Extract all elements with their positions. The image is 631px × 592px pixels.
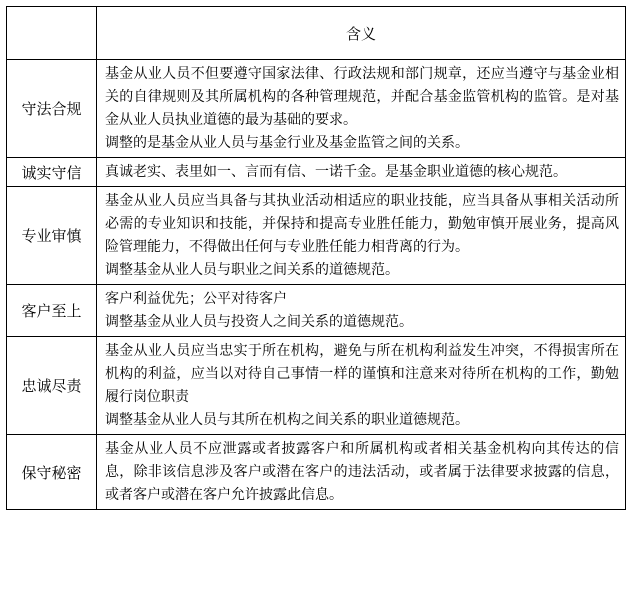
term-cell: 保守秘密 [7,435,97,510]
description-line: 基金从业人员不应泄露或者披露客户和所属机构或者相关基金机构向其传达的信息，除非该信息涉及客户或潜在客户的违法活动，或者属于法律要求披露的信息，或者客户或潜在客户允许披露此信息。 [105,441,619,503]
description-line: 调整基金从业人员与投资人之间关系的道德规范。 [105,314,413,330]
description-line: 基金从业人员应当忠实于所在机构，避免与所在机构利益发生冲突，不得损害所在机构的利益，应当以对待自己事情一样的谨慎和注意来对待所在机构的工作，勤勉履行岗位职责 [105,343,619,405]
header-row [7,7,626,60]
table-row [7,60,626,158]
header-cell-term [7,7,97,60]
description-cell [97,187,626,285]
description-line: 调整的是基金从业人员与基金行业及基金监管之间的关系。 [105,135,469,151]
description-cell [97,158,626,187]
description-cell [97,337,626,435]
description-cell [97,60,626,158]
header-cell-meaning: 含义 [97,7,626,60]
description-cell [97,285,626,337]
table-row [7,285,626,337]
description-line: 基金从业人员应当具备与其执业活动相适应的职业技能，应当具备从事相关活动所必需的专业知识和技能，并保持和提高专业胜任能力，勤勉审慎开展业务，提高风险管理能力，不得做出任何与专业胜任能力相背离的行为。 [105,193,619,255]
term-cell: 守法合规 [7,60,97,158]
term-cell: 忠诚尽责 [7,337,97,435]
term-cell: 客户至上 [7,285,97,337]
table-row [7,435,626,510]
description-line: 真诚老实、表里如一、言而有信、一诺千金。是基金职业道德的核心规范。 [105,164,567,180]
table-row [7,187,626,285]
description-line: 基金从业人员不但要遵守国家法律、行政法规和部门规章，还应当遵守与基金业相关的自律规则及其所属机构的各种管理规范，并配合基金监管机构的监管。是对基金从业人员执业道德的最为基础的要求。 [105,66,619,128]
ethics-table [6,6,626,510]
description-cell [97,435,626,510]
term-cell: 专业审慎 [7,187,97,285]
table-row [7,337,626,435]
description-line: 客户利益优先；公平对待客户 [105,291,287,307]
description-line: 调整基金从业人员与其所在机构之间关系的职业道德规范。 [105,412,469,428]
table-row [7,158,626,187]
term-cell: 诚实守信 [7,158,97,187]
description-line: 调整基金从业人员与职业之间关系的道德规范。 [105,262,399,278]
